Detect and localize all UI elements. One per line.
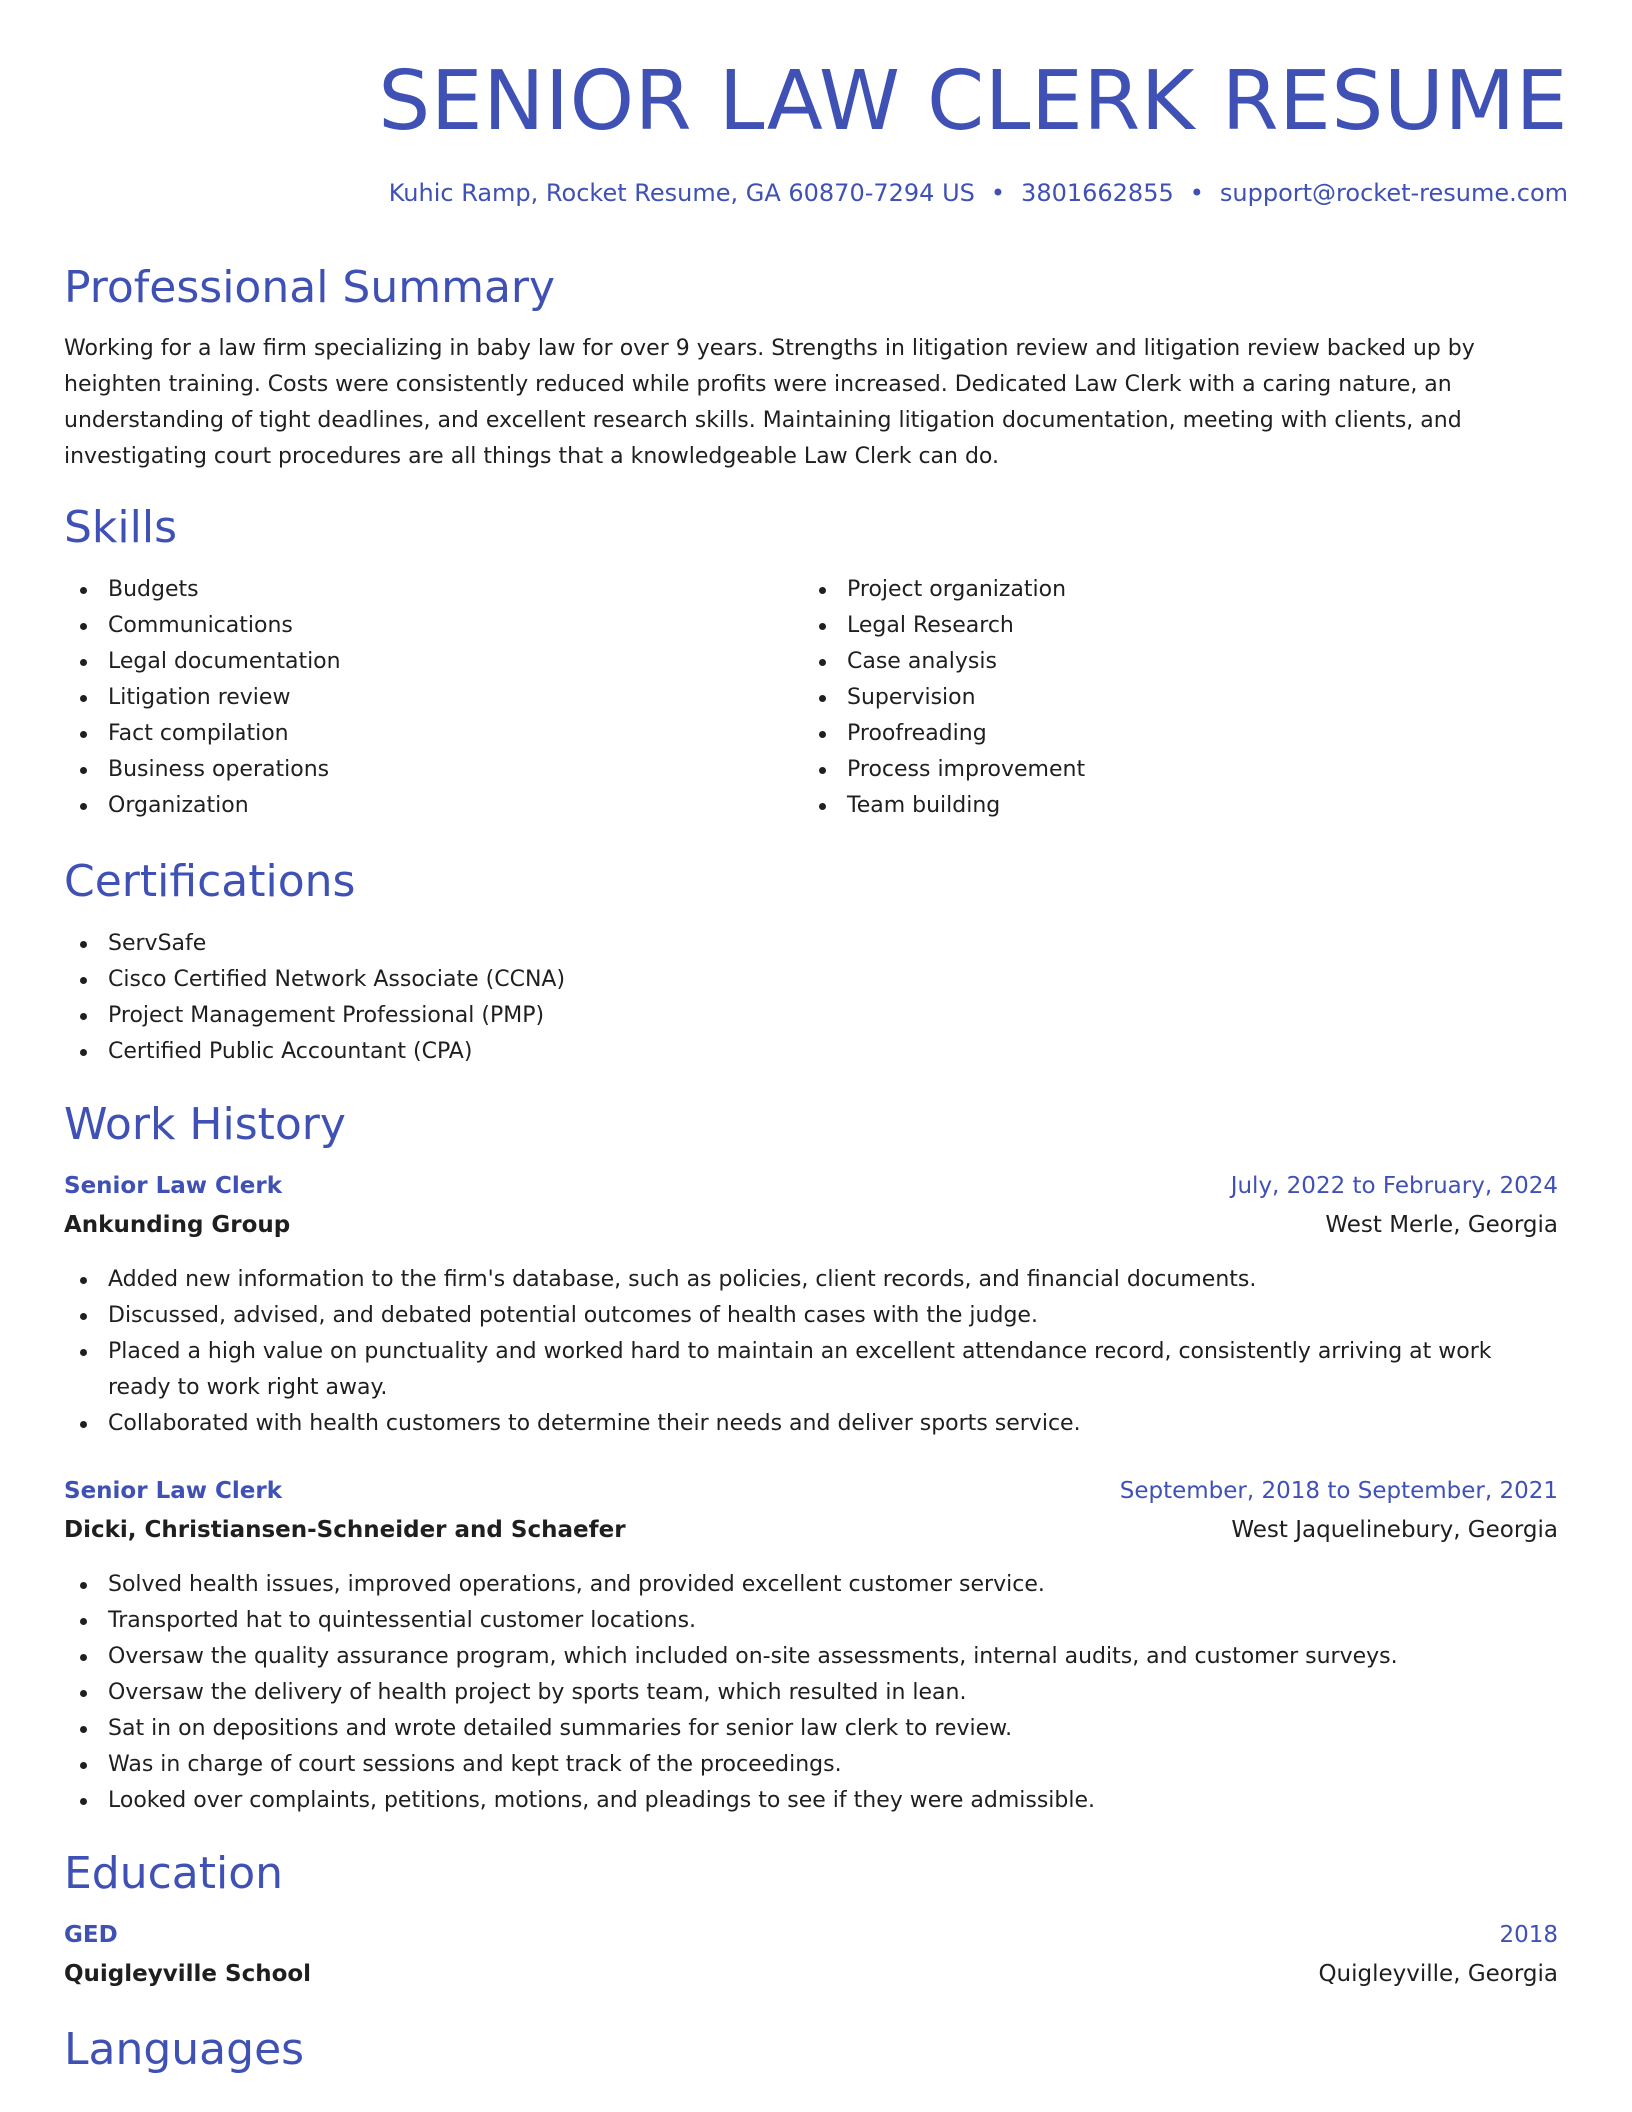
skill-item: Communications [64, 608, 764, 644]
job-employer-row [64, 1512, 1558, 1548]
education-year: 2018 [1499, 1922, 1558, 1948]
job-header-row [64, 1168, 1558, 1204]
job-title: Senior Law Clerk [64, 1173, 283, 1199]
contact-address: Kuhic Ramp, Rocket Resume, GA 60870-7294 US [388, 179, 975, 207]
job-bullet: Looked over complaints, petitions, motions, and pleadings to see if they were admissible. [64, 1783, 1558, 1819]
education-location: Quigleyville, Georgia [1318, 1961, 1558, 1987]
skills-list-left [64, 572, 764, 824]
job-location: West Merle, Georgia [1325, 1212, 1558, 1238]
skill-item: Proofreading [803, 716, 1503, 752]
skill-item: Project organization [803, 572, 1503, 608]
certification-item: Cisco Certified Network Associate (CCNA) [64, 962, 1464, 998]
job-bullets [64, 1262, 1558, 1442]
job-employer-row [64, 1207, 1558, 1243]
job-location: West Jaquelinebury, Georgia [1231, 1517, 1558, 1543]
contact-email: support@rocket-resume.com [1219, 179, 1568, 207]
certifications-list [64, 926, 1464, 1070]
certification-item: Project Management Professional (PMP) [64, 998, 1464, 1034]
skill-item: Litigation review [64, 680, 764, 716]
section-heading-skills: Skills [64, 502, 178, 553]
job-bullet: Oversaw the delivery of health project by sports team, which resulted in lean. [64, 1675, 1558, 1711]
contact-separator: • [990, 179, 1006, 207]
job-bullet: Sat in on depositions and wrote detailed summaries for senior law clerk to review. [64, 1711, 1558, 1747]
job-dates: September, 2018 to September, 2021 [1119, 1478, 1558, 1504]
skill-item: Legal documentation [64, 644, 764, 680]
job-bullet: Solved health issues, improved operations, and provided excellent customer service. [64, 1567, 1558, 1603]
job-employer: Ankunding Group [64, 1212, 291, 1238]
job-bullet: Discussed, advised, and debated potential outcomes of health cases with the judge. [64, 1298, 1558, 1334]
education-school-row [64, 1956, 1558, 1992]
contact-separator: • [1189, 179, 1204, 207]
education-degree: GED [64, 1922, 118, 1948]
job-title: Senior Law Clerk [64, 1478, 283, 1504]
job-bullet: Oversaw the quality assurance program, which included on-site assessments, internal audits, and customer surveys. [64, 1639, 1558, 1675]
resume-title: SENIOR LAW CLERK RESUME [378, 54, 1568, 149]
contact-line [389, 178, 1568, 208]
skill-item: Process improvement [803, 752, 1503, 788]
job-header-row [64, 1473, 1558, 1509]
job-bullet: Added new information to the firm's database, such as policies, client records, and financial documents. [64, 1262, 1558, 1298]
skill-item: Supervision [803, 680, 1503, 716]
job-employer: Dicki, Christiansen-Schneider and Schaefer [64, 1517, 626, 1543]
education-header-row [64, 1917, 1558, 1953]
skill-item: Organization [64, 788, 764, 824]
job-dates: July, 2022 to February, 2024 [1230, 1173, 1558, 1199]
skill-item: Budgets [64, 572, 764, 608]
skill-item: Fact compilation [64, 716, 764, 752]
job-bullet: Collaborated with health customers to determine their needs and deliver sports service. [64, 1406, 1558, 1442]
job-bullet: Was in charge of court sessions and kept track of the proceedings. [64, 1747, 1558, 1783]
job-bullets [64, 1567, 1558, 1819]
contact-phone: 3801662855 [1021, 179, 1174, 207]
job-bullet: Transported hat to quintessential customer locations. [64, 1603, 1558, 1639]
skill-item: Business operations [64, 752, 764, 788]
section-heading-summary: Professional Summary [64, 262, 556, 313]
education-school: Quigleyville School [64, 1961, 312, 1987]
section-heading-languages: Languages [64, 2024, 305, 2075]
certification-item: Certified Public Accountant (CPA) [64, 1034, 1464, 1070]
job-bullet: Placed a high value on punctuality and worked hard to maintain an excellent attendance record, consistently arriving at work ready to work right away. [64, 1334, 1558, 1406]
summary-text: Working for a law firm specializing in baby law for over 9 years. Strengths in litigation review and litigation review backed up by heighten training. Costs were consistently reduced while profits were increased. Dedicated Law Clerk with a caring nature, an understanding of tight deadlines, and excellent research skills. Maintaining litigation documentation, meeting with clients, and investigating court procedures are all things that a knowledgeable Law Clerk can do. [64, 336, 1475, 469]
skill-item: Legal Research [803, 608, 1503, 644]
section-heading-education: Education [64, 1848, 284, 1899]
certification-item: ServSafe [64, 926, 1464, 962]
skills-list-right [803, 572, 1503, 824]
skill-item: Team building [803, 788, 1503, 824]
skill-item: Case analysis [803, 644, 1503, 680]
section-heading-certifications: Certifications [64, 856, 356, 907]
section-heading-work-history: Work History [64, 1099, 346, 1150]
